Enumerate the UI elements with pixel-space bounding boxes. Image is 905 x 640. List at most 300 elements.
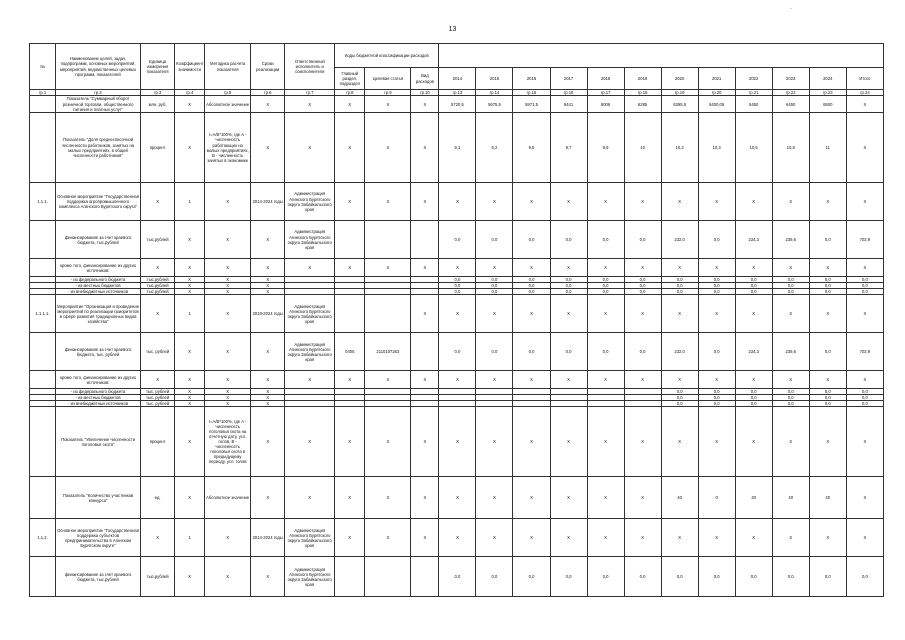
table-cell: 0,0 bbox=[661, 401, 698, 407]
table-cell: X bbox=[335, 407, 365, 477]
table-cell: X bbox=[735, 295, 772, 333]
table-cell: 0,0 bbox=[698, 557, 735, 597]
table-row bbox=[30, 96, 884, 113]
table-cell: 11 bbox=[809, 113, 846, 183]
table-cell: X bbox=[587, 477, 624, 519]
table-cell: 702,9 bbox=[846, 333, 883, 371]
table-cell: X bbox=[735, 519, 772, 557]
table-cell: X bbox=[365, 519, 411, 557]
table-cell: X bbox=[175, 283, 205, 289]
table-cell: X bbox=[175, 407, 205, 477]
table-cell: 232,0 bbox=[661, 333, 698, 371]
table-cell: X bbox=[698, 371, 735, 389]
table-cell: X bbox=[251, 477, 285, 519]
table-cell: 0,0 bbox=[846, 557, 883, 597]
table-row bbox=[30, 519, 884, 557]
header-method: Методика расчета показателя bbox=[205, 44, 251, 90]
table-cell: тыс.рублей bbox=[141, 283, 175, 289]
table-cell: X bbox=[439, 519, 476, 557]
table-cell: X bbox=[251, 289, 285, 295]
table-cell: 2019-2024 годы bbox=[251, 295, 285, 333]
table-cell: 0,0 bbox=[735, 389, 772, 395]
table-row bbox=[30, 371, 884, 389]
header-name: Наименование целей, задач, подпрограмм, основных мероприятий, мероприятий, ведомственных целевых программ, показателей bbox=[56, 44, 141, 90]
table-cell: 0,0 bbox=[513, 283, 550, 289]
table-cell: 0,0 bbox=[513, 289, 550, 295]
table-cell: 0,0 bbox=[550, 283, 587, 289]
table-cell: X bbox=[365, 113, 411, 183]
table-cell: X bbox=[251, 277, 285, 283]
table-cell: X bbox=[335, 519, 365, 557]
row-name-cell: кроме того, финансирование из других источников: bbox=[56, 371, 141, 389]
table-cell: X bbox=[698, 259, 735, 277]
column-numbering-row bbox=[30, 90, 884, 96]
header-year: 2018 bbox=[587, 68, 624, 90]
table-cell: X bbox=[550, 183, 587, 221]
table-cell: 0,0 bbox=[624, 333, 661, 371]
row-number-cell: 1.1.2. bbox=[30, 519, 56, 557]
header-year: 2022 bbox=[735, 68, 772, 90]
table-cell: 0,0 bbox=[587, 283, 624, 289]
table-cell: X bbox=[809, 519, 846, 557]
table-row bbox=[30, 557, 884, 597]
table-cell: X bbox=[205, 283, 251, 289]
table-cell: I=A/B*100%, где A - численность работающих на малых предприятиях, B - численность занятых в экономике bbox=[205, 113, 251, 183]
header-no: № bbox=[30, 44, 56, 90]
header-responsible: Ответственный исполнитель и соисполнители bbox=[285, 44, 335, 90]
table-cell: 0,0 bbox=[735, 395, 772, 401]
table-cell: 1 bbox=[175, 183, 205, 221]
table-cell: X bbox=[846, 183, 883, 221]
table-body bbox=[30, 90, 884, 597]
table-cell: X bbox=[476, 295, 513, 333]
table-cell: X bbox=[624, 259, 661, 277]
table-cell bbox=[411, 557, 439, 597]
column-number: гр.18 bbox=[624, 90, 661, 96]
table-cell: 0,0 bbox=[550, 277, 587, 283]
table-cell: 0,0 bbox=[698, 283, 735, 289]
row-number-cell bbox=[30, 113, 56, 183]
table-cell: X bbox=[513, 183, 550, 221]
table-cell: 0,0 bbox=[809, 221, 846, 259]
row-name-cell: - из федерального бюджета bbox=[56, 277, 141, 283]
header-year: 2017 bbox=[550, 68, 587, 90]
row-name-cell: - из внебюджетных источников bbox=[56, 401, 141, 407]
table-cell: тыс. рублей bbox=[141, 401, 175, 407]
table-cell: X bbox=[476, 371, 513, 389]
table-cell: 0405 bbox=[335, 333, 365, 371]
table-cell: тыс. рублей bbox=[141, 395, 175, 401]
table-cell: X bbox=[587, 295, 624, 333]
column-number: гр.4 bbox=[175, 90, 205, 96]
table-cell: X bbox=[335, 183, 365, 221]
table-cell: 9,5 bbox=[513, 113, 550, 183]
table-cell: 10 bbox=[624, 113, 661, 183]
table-cell: 0,0 bbox=[661, 389, 698, 395]
table-cell: X bbox=[411, 295, 439, 333]
table-cell: тыс.рублей bbox=[141, 557, 175, 597]
table-cell: X bbox=[335, 477, 365, 519]
column-number: гр.5 bbox=[205, 90, 251, 96]
table-cell: 0,0 bbox=[476, 289, 513, 295]
table-cell: млн. руб. bbox=[141, 96, 175, 113]
table-cell: X bbox=[550, 371, 587, 389]
header-coef: Коэффициент значимости bbox=[175, 44, 205, 90]
column-number: гр.23 bbox=[809, 90, 846, 96]
table-cell: 0,0 bbox=[698, 395, 735, 401]
table-cell: X bbox=[141, 183, 175, 221]
table-cell: 40 bbox=[772, 477, 809, 519]
table-cell: 10,5 bbox=[735, 113, 772, 183]
table-cell: 0,0 bbox=[846, 289, 883, 295]
table-cell: 2014-2024 годы bbox=[251, 519, 285, 557]
table-cell: X bbox=[735, 371, 772, 389]
row-name-cell: финансирование за счет краевого бюджета, тыс.рублей bbox=[56, 221, 141, 259]
table-cell: X bbox=[285, 407, 335, 477]
table-cell: 0,0 bbox=[809, 333, 846, 371]
table-cell: Администрация Агинского Бурятского округа Забайкальского края bbox=[285, 183, 335, 221]
table-cell: 0,0 bbox=[698, 277, 735, 283]
table-cell: X bbox=[846, 295, 883, 333]
table-cell: 40 bbox=[735, 477, 772, 519]
table-cell: X bbox=[411, 477, 439, 519]
table-cell: Администрация Агинского Бурятского округа Забайкальского края bbox=[285, 221, 335, 259]
table-cell: 0,0 bbox=[624, 277, 661, 283]
row-name-cell: кроме того, финансирование из других источников: bbox=[56, 259, 141, 277]
table-row bbox=[30, 477, 884, 519]
table-cell: X bbox=[141, 295, 175, 333]
table-cell: X bbox=[285, 477, 335, 519]
table-cell: 5675,5 bbox=[476, 96, 513, 113]
table-cell: X bbox=[141, 519, 175, 557]
table-cell: X bbox=[735, 407, 772, 477]
table-cell: X bbox=[513, 295, 550, 333]
table-cell: X bbox=[587, 259, 624, 277]
table-cell: 232,0 bbox=[661, 221, 698, 259]
table-cell: X bbox=[205, 259, 251, 277]
table-cell: X bbox=[141, 371, 175, 389]
row-name-cell: Основное мероприятие "Государственная поддержка субъектов предпринимательства в Агинском Бурятском округе" bbox=[56, 519, 141, 557]
header-code-kind: Вид расходов bbox=[411, 68, 439, 90]
table-cell: X bbox=[439, 371, 476, 389]
table-cell: 0,0 bbox=[439, 557, 476, 597]
header-year: 2016 bbox=[513, 68, 550, 90]
table-cell: X bbox=[175, 477, 205, 519]
table-cell: X bbox=[251, 221, 285, 259]
table-cell: 6500 bbox=[809, 96, 846, 113]
table-cell: 9,1 bbox=[439, 113, 476, 183]
column-number: гр.19 bbox=[661, 90, 698, 96]
table-cell: X bbox=[476, 183, 513, 221]
table-cell: 0,0 bbox=[809, 557, 846, 597]
table-cell: X bbox=[550, 519, 587, 557]
table-cell: 0,0 bbox=[550, 221, 587, 259]
table-cell: 0,0 bbox=[698, 401, 735, 407]
table-cell: 0,0 bbox=[735, 401, 772, 407]
table-cell: 0,0 bbox=[439, 277, 476, 283]
header-codes: Коды бюджетной классификации расходов bbox=[335, 44, 439, 68]
table-cell: X bbox=[439, 183, 476, 221]
column-number: гр.9 bbox=[365, 90, 411, 96]
table-cell: 0,0 bbox=[439, 333, 476, 371]
table-cell: X bbox=[335, 371, 365, 389]
table-cell: X bbox=[772, 259, 809, 277]
table-cell: X bbox=[175, 401, 205, 407]
table-row bbox=[30, 221, 884, 259]
table-cell: 6395,5 bbox=[661, 96, 698, 113]
table-cell: процент bbox=[141, 113, 175, 183]
table-cell: тыс. рублей bbox=[141, 333, 175, 371]
table-cell: X bbox=[624, 477, 661, 519]
column-number: гр.2 bbox=[56, 90, 141, 96]
table-cell: X bbox=[772, 371, 809, 389]
row-number-cell bbox=[30, 557, 56, 597]
header-total: Итого bbox=[846, 68, 883, 90]
table-cell: X bbox=[809, 259, 846, 277]
table-cell: X bbox=[624, 371, 661, 389]
table-cell: X bbox=[365, 259, 411, 277]
table-cell: 0,0 bbox=[439, 283, 476, 289]
table-cell: X bbox=[846, 259, 883, 277]
table-cell: X bbox=[365, 183, 411, 221]
table-cell: X bbox=[772, 519, 809, 557]
table-cell: X bbox=[513, 259, 550, 277]
table-cell: 10,2 bbox=[661, 113, 698, 183]
table-cell bbox=[365, 295, 411, 333]
table-cell: Абсолютное значение bbox=[205, 477, 251, 519]
table-cell: X bbox=[698, 295, 735, 333]
table-cell: X bbox=[809, 183, 846, 221]
table-cell bbox=[411, 221, 439, 259]
table-cell: X bbox=[365, 96, 411, 113]
table-cell: X bbox=[550, 407, 587, 477]
table-cell: X bbox=[285, 259, 335, 277]
table-cell: 8,2 bbox=[476, 113, 513, 183]
table-cell: X bbox=[251, 407, 285, 477]
table-cell: X bbox=[513, 407, 550, 477]
table-cell: X bbox=[205, 289, 251, 295]
table-cell: X bbox=[513, 519, 550, 557]
table-cell: 0,0 bbox=[587, 221, 624, 259]
table-cell: 0,0 bbox=[624, 289, 661, 295]
table-cell: X bbox=[251, 395, 285, 401]
header-years-blank bbox=[439, 44, 884, 68]
column-number: гр.1 bbox=[30, 90, 56, 96]
table-cell: X bbox=[205, 519, 251, 557]
table-cell: 0,0 bbox=[735, 557, 772, 597]
table-cell: 40 bbox=[809, 477, 846, 519]
table-cell: X bbox=[735, 183, 772, 221]
header-code-article: Целевая статья bbox=[365, 68, 411, 90]
table-cell: 0,0 bbox=[513, 277, 550, 283]
table-cell: I=A/B*100%, где A - численность поголовья скота на отчетную дату, усл. голов, B - численность поголовья скота в предыдущему периоду, усл. голов bbox=[205, 407, 251, 477]
row-number-cell bbox=[30, 371, 56, 389]
table-cell: X bbox=[439, 477, 476, 519]
table-cell: X bbox=[439, 259, 476, 277]
table-cell: X bbox=[476, 407, 513, 477]
table-cell: X bbox=[624, 407, 661, 477]
table-cell: X bbox=[661, 407, 698, 477]
table-cell: 6450 bbox=[772, 96, 809, 113]
table-cell: X bbox=[809, 371, 846, 389]
table-row bbox=[30, 259, 884, 277]
table-cell: X bbox=[624, 183, 661, 221]
table-cell: X bbox=[251, 259, 285, 277]
row-name-cell: Показатель "Количество участников конкурса" bbox=[56, 477, 141, 519]
table-cell: 0,0 bbox=[809, 389, 846, 395]
table-cell: 0,0 bbox=[772, 289, 809, 295]
row-number-cell bbox=[30, 407, 56, 477]
table-cell: X bbox=[476, 519, 513, 557]
table-cell: X bbox=[175, 113, 205, 183]
table-row bbox=[30, 283, 884, 289]
table-cell: 0,0 bbox=[476, 221, 513, 259]
table-cell: 0,0 bbox=[513, 557, 550, 597]
table-cell: X bbox=[411, 519, 439, 557]
table-cell: 0,0 bbox=[809, 277, 846, 283]
column-number: гр.6 bbox=[251, 90, 285, 96]
table-cell: X bbox=[205, 371, 251, 389]
table-cell: X bbox=[698, 407, 735, 477]
table-cell: 0,0 bbox=[735, 283, 772, 289]
row-number-cell bbox=[30, 96, 56, 113]
table-cell: 0,0 bbox=[772, 557, 809, 597]
table-cell: X bbox=[205, 401, 251, 407]
table-cell: X bbox=[661, 371, 698, 389]
row-name-cell: Показатель "Суммарный оборот розничной торговли, общественного питания и платных услуг" bbox=[56, 96, 141, 113]
table-cell: 6450 bbox=[735, 96, 772, 113]
table-cell: 0,0 bbox=[661, 557, 698, 597]
column-number: гр.20 bbox=[698, 90, 735, 96]
row-name-cell: - из внебюджетных источников bbox=[56, 289, 141, 295]
table-cell: 0,0 bbox=[809, 401, 846, 407]
column-number: гр.22 bbox=[772, 90, 809, 96]
row-number-cell bbox=[30, 477, 56, 519]
column-number: гр.10 bbox=[411, 90, 439, 96]
table-cell: 0,0 bbox=[772, 401, 809, 407]
table-cell: X bbox=[846, 407, 883, 477]
table-cell: 0,0 bbox=[513, 333, 550, 371]
table-cell: 0 bbox=[698, 477, 735, 519]
row-name-cell: Показатель "Доля среднесписочной численности работников, занятых на малых предприятиях, в общей численности работников" bbox=[56, 113, 141, 183]
table-cell: процент bbox=[141, 407, 175, 477]
table-cell: 0,0 bbox=[513, 221, 550, 259]
table-cell: X bbox=[175, 371, 205, 389]
table-cell: X bbox=[846, 477, 883, 519]
table-cell bbox=[365, 557, 411, 597]
table-cell: X bbox=[251, 401, 285, 407]
table-row bbox=[30, 183, 884, 221]
table-cell: X bbox=[550, 259, 587, 277]
row-number-cell bbox=[30, 221, 56, 259]
table-cell: X bbox=[411, 113, 439, 183]
table-cell: 234,3 bbox=[735, 333, 772, 371]
row-name-cell: Мероприятие "Организация и проведение мероприятий по реализации приоритетов в сфере развития традиционных видов хозяйства" bbox=[56, 295, 141, 333]
table-cell: X bbox=[205, 333, 251, 371]
column-number: гр.21 bbox=[735, 90, 772, 96]
table-cell: тыс. рублей bbox=[141, 389, 175, 395]
table-cell: 2110107263 bbox=[365, 333, 411, 371]
table-cell: X bbox=[809, 295, 846, 333]
header-year: 2020 bbox=[661, 68, 698, 90]
table-cell: X bbox=[251, 96, 285, 113]
table-cell: X bbox=[411, 407, 439, 477]
table-cell: 0,0 bbox=[698, 289, 735, 295]
column-number: гр.24 bbox=[846, 90, 883, 96]
table-cell: 702,9 bbox=[846, 221, 883, 259]
table-cell: X bbox=[772, 183, 809, 221]
table-cell bbox=[365, 221, 411, 259]
header-unit: Единица измерения показателя bbox=[141, 44, 175, 90]
table-cell: 0,0 bbox=[587, 289, 624, 295]
table-cell: X bbox=[205, 395, 251, 401]
row-name-cell: - из местных бюджетов bbox=[56, 283, 141, 289]
table-cell: X bbox=[205, 557, 251, 597]
table-cell: X bbox=[141, 259, 175, 277]
table-cell: X bbox=[205, 183, 251, 221]
table-row bbox=[30, 295, 884, 333]
table-cell: 0,0 bbox=[661, 395, 698, 401]
table-cell: X bbox=[846, 96, 883, 113]
table-cell: X bbox=[175, 289, 205, 295]
table-cell: X bbox=[411, 96, 439, 113]
table-cell: 236,6 bbox=[772, 333, 809, 371]
table-cell: ед. bbox=[141, 477, 175, 519]
table-cell: 0,0 bbox=[661, 277, 698, 283]
table-row bbox=[30, 407, 884, 477]
table-cell: X bbox=[661, 519, 698, 557]
table-cell bbox=[335, 221, 365, 259]
header-year: 2021 bbox=[698, 68, 735, 90]
table-cell: 5720,5 bbox=[439, 96, 476, 113]
table-cell: 0,0 bbox=[698, 389, 735, 395]
table-cell bbox=[335, 557, 365, 597]
table-cell: 9,9 bbox=[587, 113, 624, 183]
table-cell bbox=[335, 295, 365, 333]
table-cell: Администрация Агинского Бурятского округа Забайкальского края bbox=[285, 333, 335, 371]
table-cell: 0,0 bbox=[439, 289, 476, 295]
table-cell: 1 bbox=[175, 519, 205, 557]
table-cell: 0,0 bbox=[772, 283, 809, 289]
header-row-1 bbox=[30, 44, 884, 68]
table-cell: 0,0 bbox=[846, 283, 883, 289]
table-cell: X bbox=[661, 259, 698, 277]
table-cell: 0,0 bbox=[698, 221, 735, 259]
table-cell: X bbox=[735, 259, 772, 277]
header-year: 2015 bbox=[476, 68, 513, 90]
table-cell: 0,0 bbox=[476, 283, 513, 289]
program-table bbox=[29, 43, 884, 597]
table-cell: X bbox=[175, 333, 205, 371]
table-cell: 6006 bbox=[587, 96, 624, 113]
row-name-cell: - из местных бюджетов bbox=[56, 395, 141, 401]
table-cell: 10,8 bbox=[772, 113, 809, 183]
table-cell: 0,0 bbox=[476, 277, 513, 283]
table-cell: 0,0 bbox=[846, 401, 883, 407]
table-cell: X bbox=[624, 519, 661, 557]
table-cell: X bbox=[587, 183, 624, 221]
table-cell: X bbox=[365, 371, 411, 389]
table-cell: X bbox=[251, 283, 285, 289]
table-cell: Администрация Агинского Бурятского округа Забайкальского края bbox=[285, 519, 335, 557]
table-cell: Администрация Агинского Бурятского округа Забайкальского края bbox=[285, 295, 335, 333]
table-cell: Администрация Агинского Бурятского округа Забайкальского края bbox=[285, 557, 335, 597]
column-number: гр.16 bbox=[550, 90, 587, 96]
table-cell: X bbox=[365, 477, 411, 519]
table-cell: 0,0 bbox=[550, 557, 587, 597]
table-cell: 0,0 bbox=[587, 557, 624, 597]
table-cell: 0,0 bbox=[735, 289, 772, 295]
